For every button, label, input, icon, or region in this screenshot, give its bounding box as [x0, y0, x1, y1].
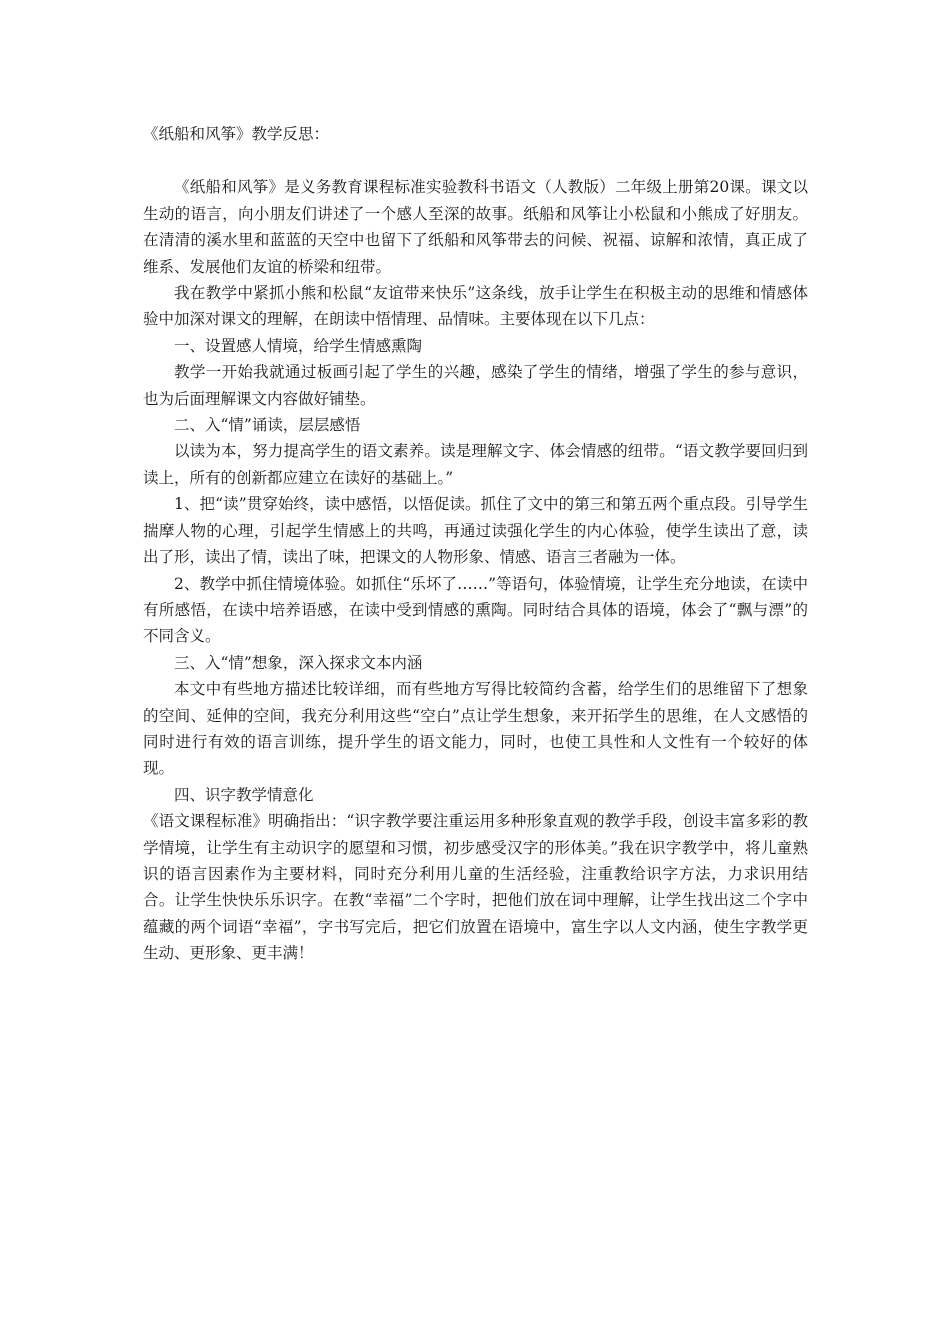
- document-body: [143, 121, 808, 967]
- paragraph-point-2: 2、教学中抓住情境体验。如抓住“乐坏了……”等语句，体验情境，让学生充分地读，在读中有所感悟，在读中培养语感，在读中受到情感的熏陶。同时结合具体的语境，体会了“飘与漂”的不同含义。: [143, 574, 808, 646]
- paragraph-section-1: 教学一开始我就通过板画引起了学生的兴趣，感染了学生的情绪，增强了学生的参与意识，也为后面理解课文内容做好铺垫。: [143, 363, 808, 408]
- paragraph-section-4: 《语文课程标准》明确指出：“识字教学要注重运用多种形象直观的教学手段，创设丰富多彩的教学情境，让学生有主动识字的愿望和习惯，初步感受汉字的形体美。”我在识字教学中，将儿童熟识的语言因素作为主要材料，同时充分利用儿童的生活经验，注重教给识字方法，力求识用结合。让学生快快乐乐识字。在教“幸福”二个字时，把他们放在词中理解，让学生找出这二个字中蕴藏的两个词语“幸福”，字书写完后，把它们放置在语境中，富生字以人文内涵，使生字教学更生动、更形象、更丰满！: [143, 812, 808, 963]
- heading-section-2: 二、入“情”诵读，层层感悟: [174, 416, 361, 435]
- heading-section-1: 一、设置感人情境，给学生情感熏陶: [174, 336, 423, 355]
- paragraph-section-2: 以读为本，努力提高学生的语文素养。读是理解文字、体会情感的纽带。“语文教学要回归到读上，所有的创新都应建立在读好的基础上。”: [143, 442, 808, 487]
- paragraph-section-3: 本文中有些地方描述比较详细，而有些地方写得比较简约含蓄，给学生们的思维留下了想象的空间、延伸的空间，我充分利用这些“空白”点让学生想象，来开拓学生的思维，在人文感悟的同时进行有效的语言训练，提升学生的语文能力，同时，也使工具性和人文性有一个较好的体现。: [143, 680, 808, 778]
- paragraph-approach: 我在教学中紧抓小熊和松鼠“友谊带来快乐”这条线，放手让学生在积极主动的思维和情感体验中加深对课文的理解，在朗读中悟情理、品情味。主要体现在以下几点：: [143, 284, 808, 329]
- paragraph-point-1: 1、把“读”贯穿始终，读中感悟，以悟促读。抓住了文中的第三和第五两个重点段。引导学生揣摩人物的心理，引起学生情感上的共鸣，再通过读强化学生的内心体验，使学生读出了意，读出了形，读出了情，读出了味，把课文的人物形象、情感、语言三者融为一体。: [143, 495, 808, 567]
- heading-section-3: 三、入“情”想象，深入探求文本内涵: [174, 653, 423, 672]
- heading-section-4: 四、识字教学情意化: [174, 785, 314, 804]
- document-title: 《纸船和风筝》教学反思：: [143, 125, 330, 143]
- paragraph-intro: 《纸船和风筝》是义务教育课程标准实验教科书语文（人教版）二年级上册第20课。课文以生动的语言，向小朋友们讲述了一个感人至深的故事。纸船和风筝让小松鼠和小熊成了好朋友。在清清的溪水里和蓝蓝的天空中也留下了纸船和风筝带去的问候、祝福、谅解和浓情，真正成了维系、发展他们友谊的桥梁和纽带。: [143, 178, 808, 276]
